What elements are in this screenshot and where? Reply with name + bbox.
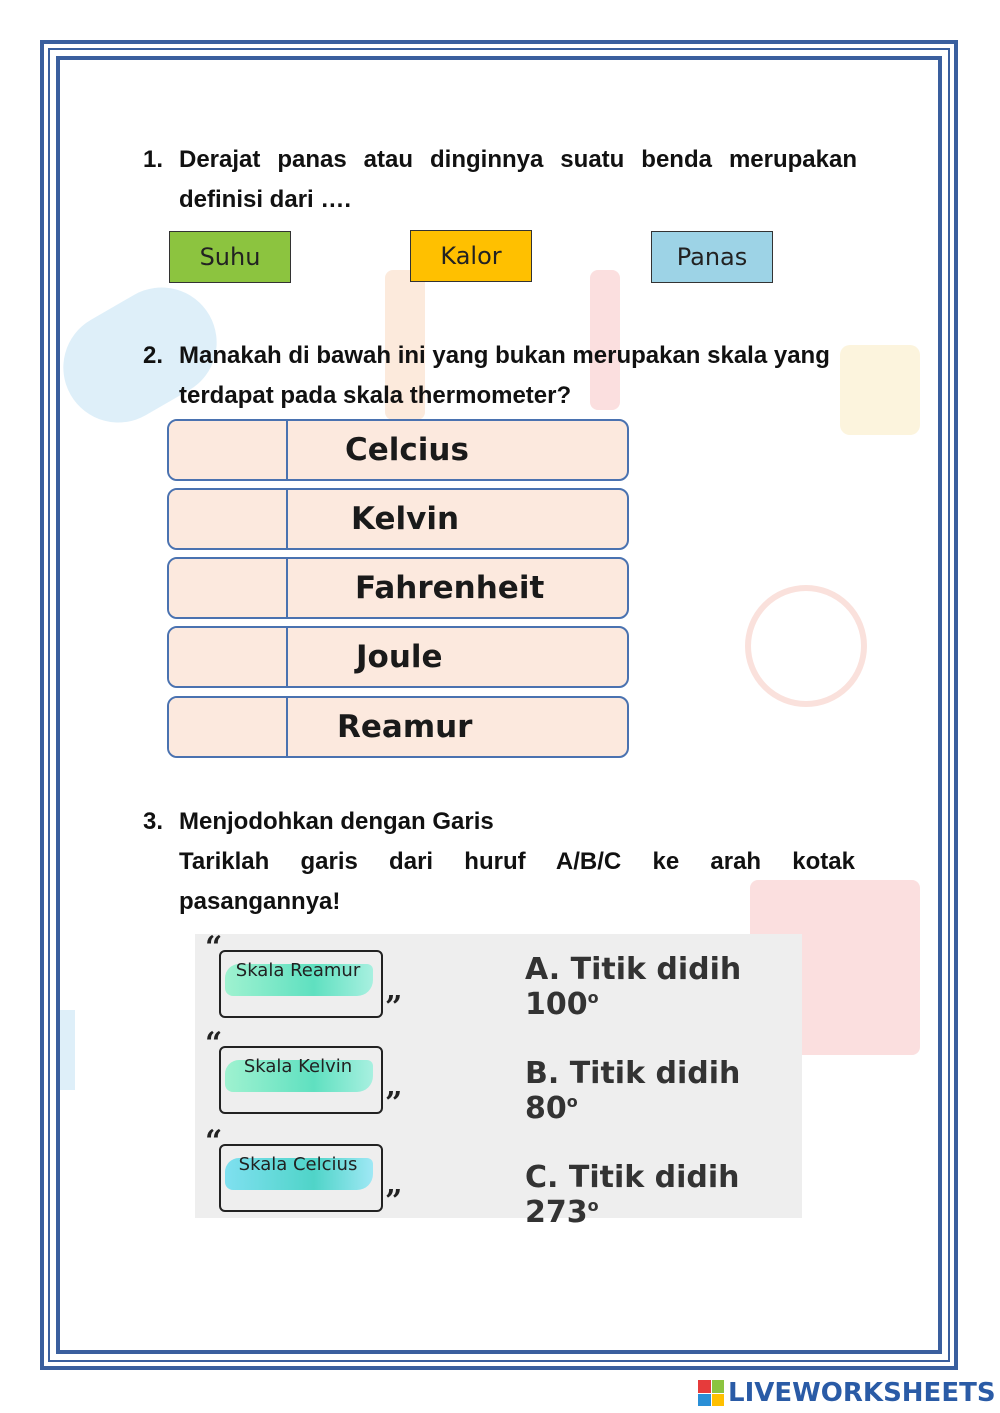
background-decoration xyxy=(745,585,867,707)
question-text-line: pasangannya! xyxy=(179,888,341,915)
answer-c[interactable] xyxy=(525,1160,802,1230)
choice-label: Celcius xyxy=(345,432,469,468)
answer-option-panas[interactable]: Panas xyxy=(651,231,773,283)
brand-name: LIVEWORKSHEETS xyxy=(728,1378,996,1408)
choice-row-reamur[interactable] xyxy=(167,696,629,758)
degree-sign: o xyxy=(566,1092,578,1111)
choice-row-fahrenheit[interactable] xyxy=(167,557,629,619)
choice-label: Joule xyxy=(356,639,443,675)
question-number: 2. xyxy=(143,342,164,369)
card-label: Skala Kelvin xyxy=(243,1056,353,1077)
choice-checkbox[interactable] xyxy=(169,421,288,479)
question-3 xyxy=(143,802,857,922)
match-card-celcius[interactable] xyxy=(205,1124,403,1219)
question-text-line: terdapat pada skala thermometer? xyxy=(179,382,572,409)
liveworksheets-logo-icon xyxy=(698,1380,724,1406)
degree-sign: o xyxy=(587,988,599,1007)
choice-row-kelvin[interactable] xyxy=(167,488,629,550)
question-text-line: Tariklah garis dari huruf A/B/C ke arah kotak xyxy=(179,848,855,875)
card-label: Skala Celcius xyxy=(238,1154,358,1175)
open-quote-icon: “ xyxy=(205,1124,223,1159)
answer-text: A. Titik didih 100 xyxy=(525,952,742,1022)
close-quote-icon: ” xyxy=(385,1184,403,1219)
choice-label: Reamur xyxy=(337,709,473,745)
answer-option-kalor[interactable]: Kalor xyxy=(410,230,532,282)
choice-row-celcius[interactable] xyxy=(167,419,629,481)
match-card-kelvin[interactable] xyxy=(205,1026,403,1121)
card-label: Skala Reamur xyxy=(235,960,361,981)
match-card-reamur[interactable] xyxy=(205,930,403,1025)
matching-panel xyxy=(195,930,802,1230)
answer-a[interactable] xyxy=(525,952,802,1022)
choice-row-joule[interactable] xyxy=(167,626,629,688)
choice-checkbox[interactable] xyxy=(169,490,288,548)
choice-checkbox[interactable] xyxy=(169,698,288,756)
answer-text: C. Titik didih 273 xyxy=(525,1160,740,1230)
question-text-line: Derajat panas atau dinginnya suatu benda merupakan xyxy=(179,146,857,173)
choice-label: Fahrenheit xyxy=(355,570,545,606)
background-decoration xyxy=(60,1010,75,1090)
choice-label: Kelvin xyxy=(351,501,460,537)
question-number: 1. xyxy=(143,146,164,173)
question-text-line: Manakah di bawah ini yang bukan merupakan skala yang xyxy=(179,342,830,369)
open-quote-icon: “ xyxy=(205,1026,223,1061)
answer-option-suhu[interactable]: Suhu xyxy=(169,231,291,283)
answer-text: B. Titik didih 80 xyxy=(525,1056,741,1126)
question-2 xyxy=(143,336,857,416)
answer-b[interactable] xyxy=(525,1056,802,1126)
question-text-line: definisi dari …. xyxy=(179,186,352,213)
choice-checkbox[interactable] xyxy=(169,628,288,686)
open-quote-icon: “ xyxy=(205,930,223,965)
close-quote-icon: ” xyxy=(385,1086,403,1121)
degree-sign: o xyxy=(587,1196,599,1215)
question-1 xyxy=(143,140,857,220)
choice-checkbox[interactable] xyxy=(169,559,288,617)
close-quote-icon: ” xyxy=(385,990,403,1025)
question-number: 3. xyxy=(143,808,164,835)
liveworksheets-brand[interactable] xyxy=(698,1378,996,1408)
question-text-line: Menjodohkan dengan Garis xyxy=(179,808,494,835)
